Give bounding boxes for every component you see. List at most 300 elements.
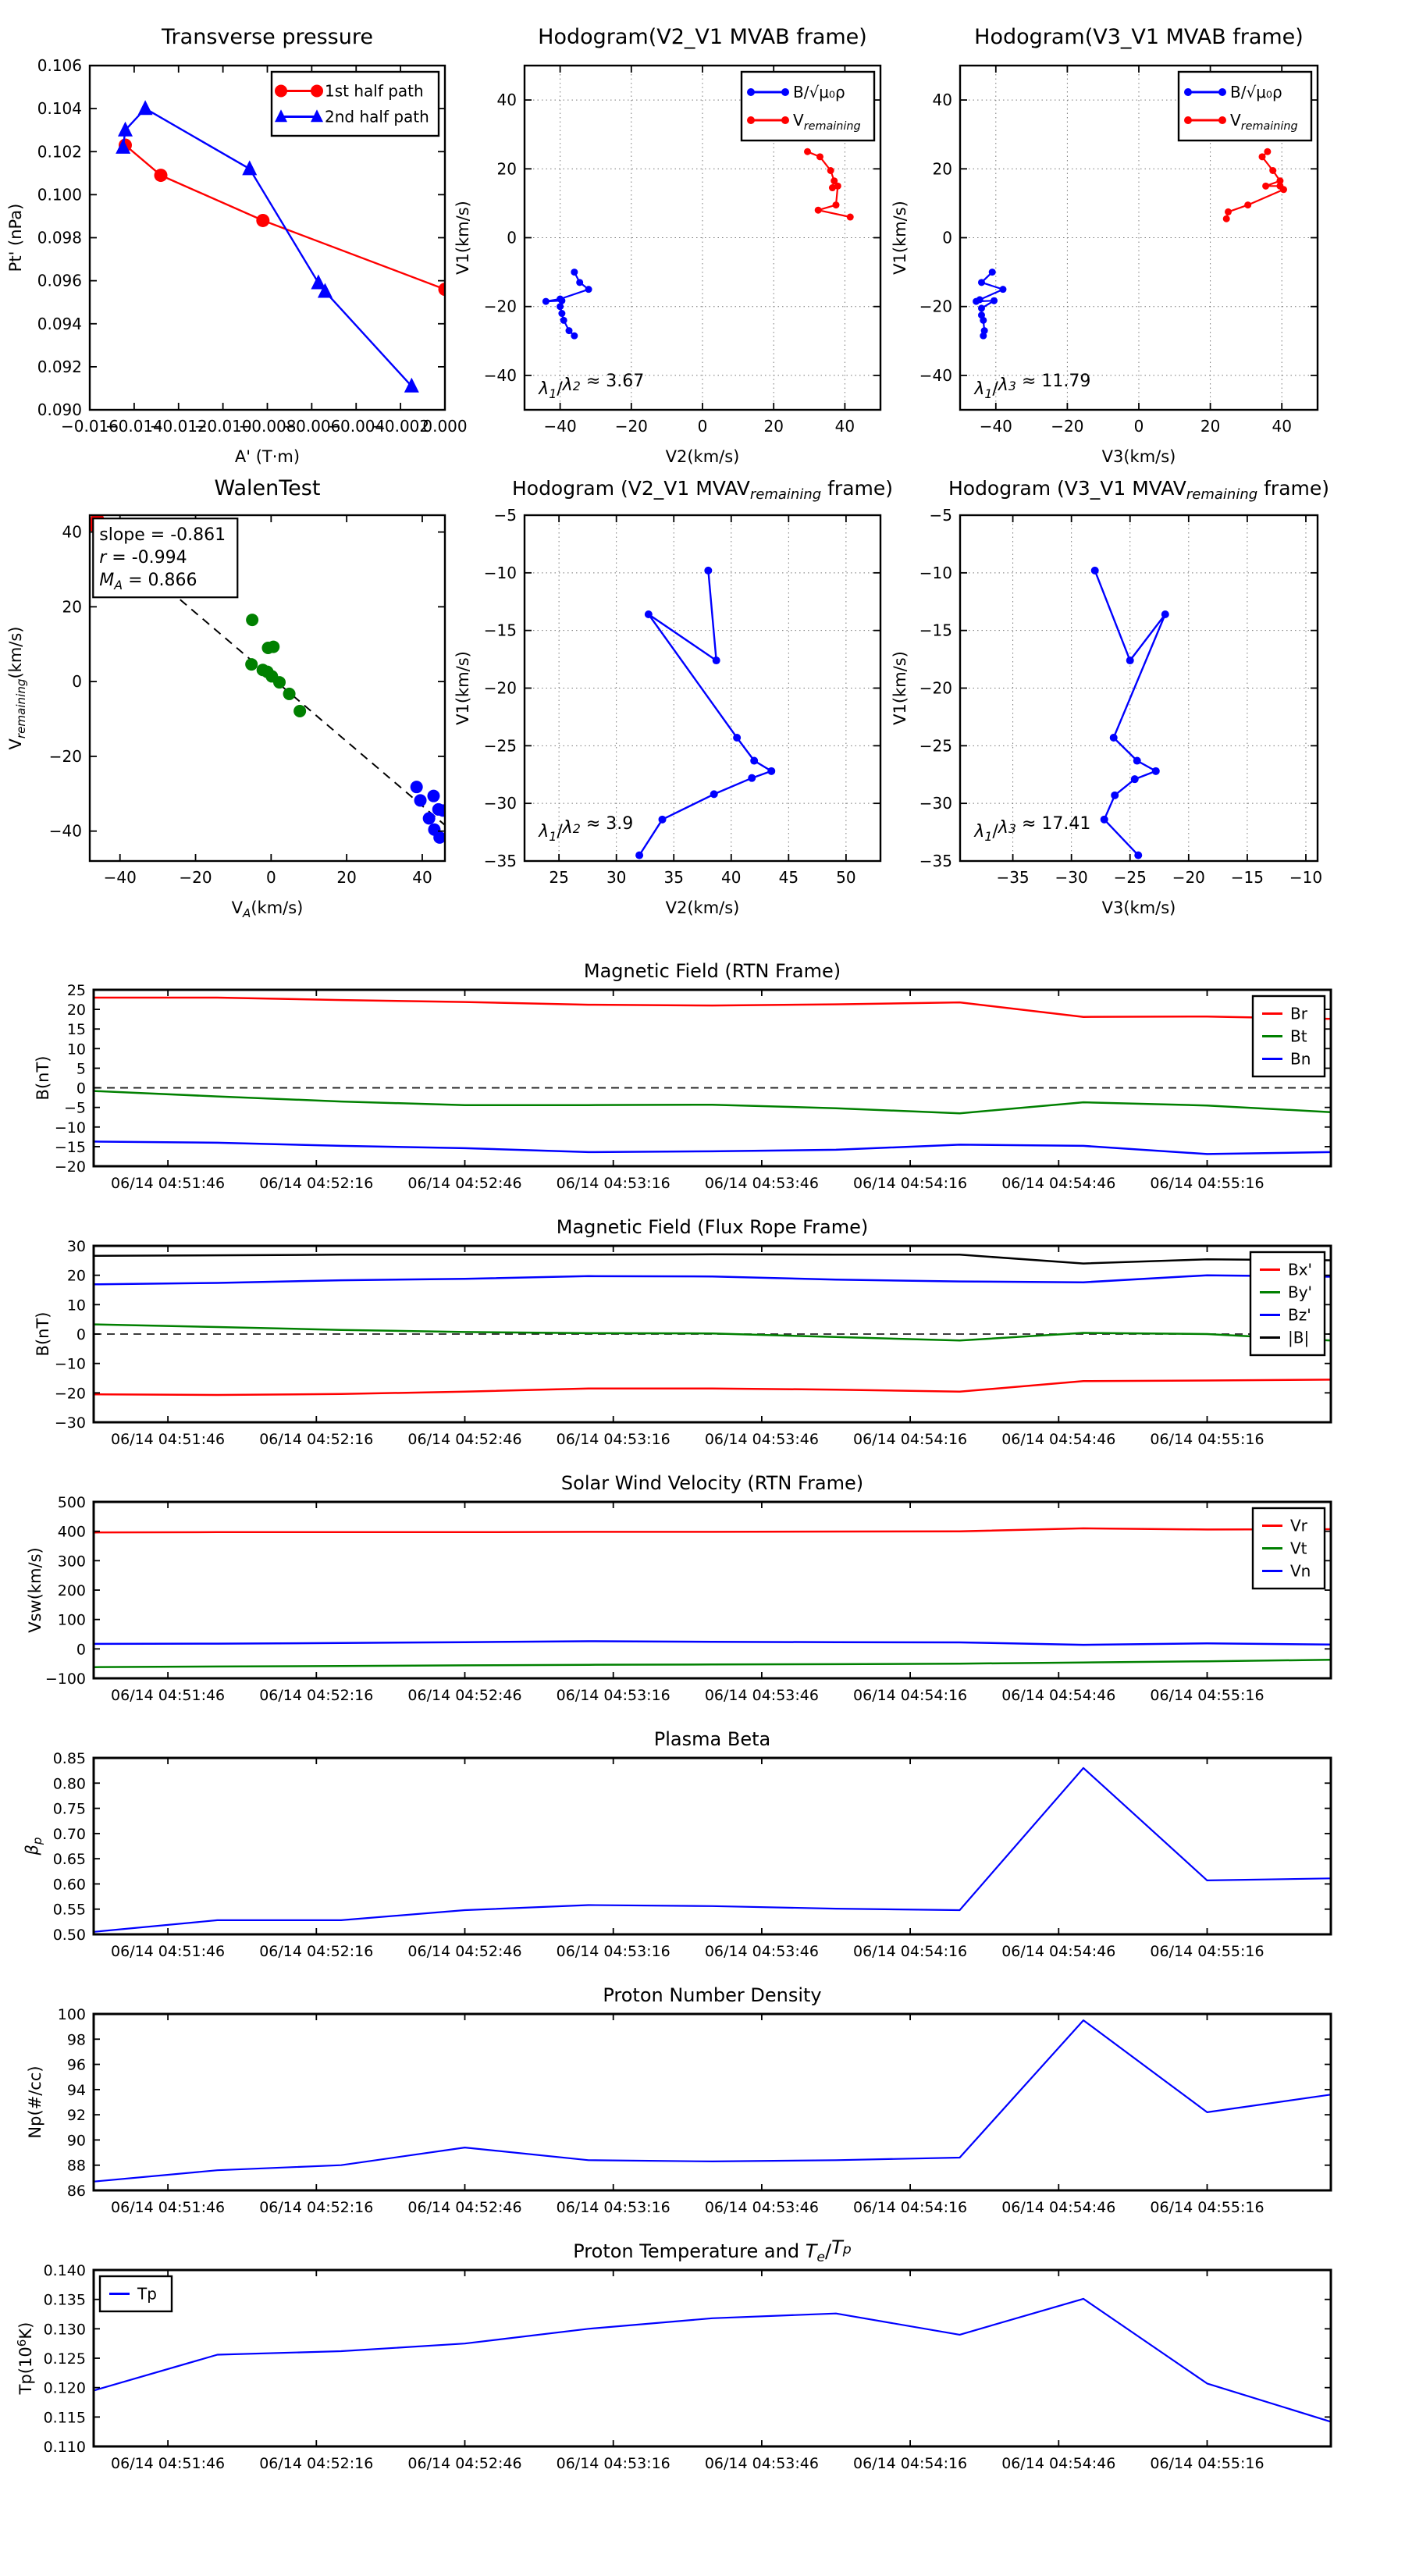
y-tick-label: −30 bbox=[483, 794, 517, 813]
x-tick-label: −40 bbox=[103, 868, 137, 887]
x-tick-label: −40 bbox=[979, 417, 1012, 436]
x-tick-label: 30 bbox=[606, 868, 627, 887]
series-line bbox=[94, 1325, 1331, 1341]
y-tick-label: −10 bbox=[54, 1119, 86, 1137]
x-tick-label: 06/14 04:54:16 bbox=[853, 1943, 968, 1960]
x-tick-label: −0.010 bbox=[194, 417, 252, 436]
circle-marker bbox=[275, 85, 287, 98]
circle-marker bbox=[155, 169, 168, 182]
legend bbox=[272, 72, 439, 136]
series-line bbox=[94, 1528, 1331, 1532]
legend bbox=[1253, 996, 1325, 1076]
dot-marker bbox=[713, 656, 720, 664]
y-tick-label: 0.104 bbox=[37, 99, 82, 119]
x-tick-label: 06/14 04:55:16 bbox=[1150, 1687, 1264, 1704]
y-tick-label: −20 bbox=[919, 678, 952, 698]
annotation-line: r = -0.994 bbox=[99, 548, 187, 568]
y-tick-label: 0 bbox=[76, 1326, 86, 1343]
x-tick-label: 06/14 04:52:16 bbox=[259, 1431, 374, 1448]
series-line bbox=[94, 1768, 1331, 1932]
y-tick-label: 0 bbox=[942, 228, 952, 247]
series-line bbox=[123, 109, 412, 386]
legend-label: Vr bbox=[1290, 1516, 1307, 1535]
x-tick-label: −20 bbox=[1172, 868, 1205, 887]
panel-title: Solar Wind Velocity (RTN Frame) bbox=[560, 1472, 864, 1494]
y-tick-label: −30 bbox=[919, 794, 952, 813]
series-line bbox=[94, 1141, 1331, 1154]
y-tick-label: −20 bbox=[54, 1385, 86, 1403]
dot-marker bbox=[781, 88, 789, 96]
dot-marker bbox=[748, 774, 756, 782]
x-tick-label: 06/14 04:51:46 bbox=[111, 1943, 226, 1960]
x-tick-label: −0.012 bbox=[149, 417, 208, 436]
x-tick-label: 06/14 04:53:46 bbox=[704, 2199, 819, 2216]
x-tick-label: 0.000 bbox=[422, 417, 468, 436]
x-tick-label: −25 bbox=[1113, 868, 1147, 887]
x-tick-label: 06/14 04:53:46 bbox=[704, 1175, 819, 1192]
y-tick-label: 0.60 bbox=[52, 1876, 86, 1894]
legend bbox=[100, 2276, 172, 2311]
dot-marker bbox=[1133, 757, 1141, 765]
x-tick-label: 06/14 04:53:16 bbox=[556, 1431, 670, 1448]
legend-label: Bx' bbox=[1288, 1260, 1313, 1279]
x-tick-label: 06/14 04:53:16 bbox=[556, 2199, 670, 2216]
x-tick-label: 06/14 04:53:16 bbox=[556, 1175, 670, 1192]
y-tick-label: −20 bbox=[919, 297, 952, 316]
panel-transverse-pressure bbox=[6, 25, 468, 466]
panel-proton-density bbox=[26, 1984, 1331, 2216]
x-tick-label: 50 bbox=[836, 868, 856, 887]
x-tick-label: 06/14 04:52:16 bbox=[259, 1943, 374, 1960]
series-line bbox=[94, 998, 1331, 1019]
x-tick-label: 06/14 04:54:46 bbox=[1001, 1687, 1116, 1704]
x-tick-label: 06/14 04:55:16 bbox=[1150, 2199, 1264, 2216]
y-tick-label: −10 bbox=[483, 563, 517, 582]
dot-marker bbox=[427, 790, 439, 802]
y-tick-label: 20 bbox=[932, 159, 952, 179]
x-tick-label: 20 bbox=[336, 868, 357, 887]
y-tick-label: −40 bbox=[919, 365, 952, 385]
y-tick-label: −20 bbox=[483, 297, 517, 316]
dot-marker bbox=[980, 317, 987, 324]
y-tick-label: 0.096 bbox=[37, 271, 82, 290]
x-tick-label: 35 bbox=[663, 868, 684, 887]
panel-title: Magnetic Field (RTN Frame) bbox=[583, 960, 841, 982]
panel-vsw-rtn bbox=[26, 1472, 1331, 1704]
annotation-text: $\lambda_1/\lambda 3 \approx 17.41$ bbox=[974, 813, 1091, 844]
series-line bbox=[94, 2299, 1331, 2422]
x-axis-label: $V_A(km/s)$ bbox=[231, 898, 304, 920]
dot-marker bbox=[1269, 167, 1276, 174]
x-tick-label: 06/14 04:55:16 bbox=[1150, 1943, 1264, 1960]
y-tick-label: 100 bbox=[57, 1611, 86, 1629]
y-tick-label: −25 bbox=[919, 736, 952, 756]
x-tick-label: 20 bbox=[1200, 417, 1221, 436]
dot-marker bbox=[750, 757, 758, 765]
annotation-text: $\lambda_1/\lambda 2 \approx 3.9$ bbox=[539, 813, 634, 844]
y-tick-label: 98 bbox=[66, 2031, 86, 2049]
x-tick-label: −20 bbox=[1051, 417, 1084, 436]
panel-title: Plasma Beta bbox=[653, 1728, 771, 1750]
dot-marker bbox=[804, 148, 811, 155]
y-axis-label: V1(km/s) bbox=[454, 201, 472, 275]
series-line bbox=[94, 1276, 1331, 1285]
x-tick-label: 06/14 04:54:46 bbox=[1001, 2455, 1116, 2472]
y-axis-label: B(nT) bbox=[34, 1311, 52, 1357]
y-tick-label: 400 bbox=[57, 1523, 86, 1541]
y-tick-label: −10 bbox=[54, 1355, 86, 1373]
dot-marker bbox=[1262, 183, 1269, 190]
y-tick-label: 92 bbox=[66, 2107, 86, 2125]
dot-marker bbox=[571, 269, 578, 276]
dot-marker bbox=[1280, 186, 1287, 193]
legend bbox=[742, 72, 874, 141]
dot-marker bbox=[710, 790, 718, 798]
dot-marker bbox=[437, 804, 450, 817]
series-line bbox=[94, 2020, 1331, 2182]
y-tick-label: 40 bbox=[62, 522, 82, 542]
y-tick-label: 40 bbox=[932, 91, 952, 110]
y-tick-label: 0.115 bbox=[43, 2409, 86, 2427]
x-axis-label: A' (T·m) bbox=[234, 447, 301, 466]
dot-marker bbox=[816, 153, 823, 160]
dot-marker bbox=[1126, 656, 1134, 664]
y-tick-label: −35 bbox=[919, 852, 952, 870]
dot-marker bbox=[978, 304, 985, 311]
y-tick-label: 90 bbox=[66, 2132, 86, 2150]
y-tick-label: 40 bbox=[496, 91, 517, 110]
y-tick-label: 0.55 bbox=[52, 1901, 86, 1919]
dot-marker bbox=[999, 286, 1006, 293]
x-tick-label: −30 bbox=[1055, 868, 1088, 887]
y-tick-label: 10 bbox=[66, 1041, 86, 1059]
panel-title: Proton Number Density bbox=[603, 1984, 822, 2006]
dot-marker bbox=[635, 852, 643, 859]
x-tick-label: −15 bbox=[1230, 868, 1264, 887]
y-tick-label: 0.094 bbox=[37, 314, 82, 333]
series-line bbox=[808, 151, 851, 217]
x-tick-label: 06/14 04:53:46 bbox=[704, 1431, 819, 1448]
dot-marker bbox=[847, 214, 854, 221]
legend-label: 2nd half path bbox=[325, 107, 429, 126]
y-axis-label: V1(km/s) bbox=[891, 651, 909, 725]
dot-marker bbox=[411, 781, 423, 793]
dot-marker bbox=[989, 269, 996, 276]
dot-marker bbox=[645, 610, 653, 618]
dot-marker bbox=[704, 567, 712, 575]
x-tick-label: 06/14 04:53:16 bbox=[556, 1687, 670, 1704]
dot-marker bbox=[267, 641, 279, 653]
dot-marker bbox=[1111, 792, 1119, 799]
y-tick-label: −5 bbox=[929, 506, 952, 525]
y-tick-label: 10 bbox=[66, 1297, 86, 1315]
y-tick-label: 0.85 bbox=[52, 1750, 86, 1767]
y-tick-label: 20 bbox=[496, 159, 517, 179]
y-axis-label: V1(km/s) bbox=[891, 201, 909, 275]
dot-marker bbox=[1244, 201, 1251, 208]
x-tick-label: 25 bbox=[549, 868, 569, 887]
y-axis-label: V1(km/s) bbox=[454, 651, 472, 725]
y-tick-label: −40 bbox=[483, 365, 517, 385]
x-tick-label: 06/14 04:54:16 bbox=[853, 1687, 968, 1704]
series-line bbox=[94, 1379, 1331, 1395]
y-tick-label: 200 bbox=[57, 1582, 86, 1599]
dot-marker bbox=[1101, 816, 1108, 824]
panel-mag-fluxrope bbox=[34, 1216, 1331, 1448]
dot-marker bbox=[558, 310, 565, 317]
x-tick-label: 06/14 04:51:46 bbox=[111, 2199, 226, 2216]
x-tick-label: −0.006 bbox=[283, 417, 341, 436]
y-tick-label: −20 bbox=[483, 678, 517, 698]
x-tick-label: 06/14 04:51:46 bbox=[111, 2455, 226, 2472]
y-tick-label: 0.135 bbox=[43, 2291, 86, 2309]
x-axis-label: V2(km/s) bbox=[665, 898, 740, 917]
x-tick-label: −20 bbox=[179, 868, 212, 887]
legend-label: By' bbox=[1288, 1283, 1313, 1302]
axes-frame bbox=[960, 515, 1318, 861]
dot-marker bbox=[245, 658, 258, 671]
y-axis-label: $\beta_p$ bbox=[23, 1837, 44, 1856]
dot-marker bbox=[1134, 852, 1142, 859]
y-tick-label: 0.102 bbox=[37, 142, 82, 162]
x-tick-label: 0 bbox=[1133, 417, 1144, 436]
panel-title: Hodogram(V3_V1 MVAB frame) bbox=[974, 25, 1304, 49]
x-tick-label: 20 bbox=[763, 417, 784, 436]
legend-label: Vn bbox=[1290, 1561, 1311, 1581]
x-tick-label: −0.014 bbox=[105, 417, 163, 436]
y-axis-label: $V_{remaining}(km/s)$ bbox=[6, 626, 28, 750]
dot-marker bbox=[576, 279, 583, 286]
x-tick-label: 06/14 04:54:46 bbox=[1001, 1431, 1116, 1448]
y-tick-label: 94 bbox=[66, 2081, 86, 2099]
legend-label: |B| bbox=[1288, 1328, 1310, 1347]
x-tick-label: 06/14 04:52:16 bbox=[259, 2199, 374, 2216]
x-tick-label: 06/14 04:52:46 bbox=[407, 2455, 522, 2472]
dot-marker bbox=[566, 327, 573, 334]
circle-marker bbox=[311, 85, 323, 98]
y-tick-label: 0.130 bbox=[43, 2321, 86, 2339]
axes-frame bbox=[94, 2270, 1331, 2446]
y-tick-label: −20 bbox=[48, 746, 82, 766]
x-tick-label: 06/14 04:54:46 bbox=[1001, 2199, 1116, 2216]
x-tick-label: 06/14 04:52:46 bbox=[407, 1687, 522, 1704]
panel-title: Magnetic Field (Flux Rope Frame) bbox=[556, 1216, 869, 1238]
y-tick-label: 0 bbox=[507, 228, 517, 247]
legend-label: Bt bbox=[1290, 1026, 1307, 1046]
dot-marker bbox=[991, 297, 998, 304]
x-tick-label: −0.004 bbox=[327, 417, 386, 436]
x-tick-label: 06/14 04:54:16 bbox=[853, 2455, 968, 2472]
legend-label: Bz' bbox=[1288, 1305, 1311, 1325]
dot-marker bbox=[973, 298, 980, 305]
dot-marker bbox=[246, 614, 258, 626]
y-tick-label: 30 bbox=[66, 1238, 86, 1255]
y-tick-label: 0.50 bbox=[52, 1927, 86, 1944]
x-tick-label: −20 bbox=[614, 417, 648, 436]
x-tick-label: 06/14 04:52:16 bbox=[259, 1175, 374, 1192]
y-tick-label: 86 bbox=[66, 2183, 86, 2200]
y-tick-label: −10 bbox=[919, 563, 952, 582]
annotation-line: $M_A = 0.866$ bbox=[99, 571, 197, 593]
dot-marker bbox=[978, 279, 985, 286]
axes-frame bbox=[94, 2014, 1331, 2190]
y-tick-label: −40 bbox=[48, 821, 82, 841]
series-line bbox=[639, 571, 771, 856]
y-tick-label: 0.120 bbox=[43, 2379, 86, 2397]
x-tick-label: 06/14 04:52:46 bbox=[407, 1943, 522, 1960]
dot-marker bbox=[1131, 775, 1139, 783]
x-tick-label: 06/14 04:53:46 bbox=[704, 1943, 819, 1960]
x-tick-label: 06/14 04:51:46 bbox=[111, 1431, 226, 1448]
x-tick-label: 06/14 04:52:16 bbox=[259, 1687, 374, 1704]
panel-title: Hodogram(V2_V1 MVAB frame) bbox=[538, 25, 867, 49]
dot-marker bbox=[1218, 88, 1226, 96]
x-tick-label: 06/14 04:53:16 bbox=[556, 1943, 670, 1960]
y-tick-label: 0.140 bbox=[43, 2262, 86, 2279]
y-tick-label: 5 bbox=[76, 1060, 86, 1078]
panel-plasma-beta bbox=[23, 1728, 1331, 1960]
panel-hodogram-v2v1-mvav bbox=[454, 477, 893, 917]
x-tick-label: 06/14 04:52:16 bbox=[259, 2455, 374, 2472]
dot-marker bbox=[542, 298, 550, 305]
panel-title: WalenTest bbox=[214, 476, 321, 500]
y-tick-label: −20 bbox=[54, 1158, 86, 1176]
y-axis-label: Np(#/cc) bbox=[26, 2065, 44, 2139]
y-tick-label: −30 bbox=[54, 1414, 86, 1432]
y-tick-label: −15 bbox=[54, 1138, 86, 1156]
panel-hodogram-v3v1-mvab bbox=[891, 25, 1318, 466]
x-tick-label: −35 bbox=[996, 868, 1030, 887]
dot-marker bbox=[747, 116, 755, 124]
y-tick-label: 0.65 bbox=[52, 1851, 86, 1869]
series-line bbox=[94, 1254, 1331, 1264]
dot-marker bbox=[1091, 567, 1099, 575]
dot-marker bbox=[747, 88, 755, 96]
dot-marker bbox=[834, 183, 841, 190]
y-tick-label: −5 bbox=[493, 506, 517, 525]
annotation-box bbox=[93, 518, 237, 597]
x-tick-label: 06/14 04:54:46 bbox=[1001, 1175, 1116, 1192]
dot-marker bbox=[1218, 116, 1226, 124]
dot-marker bbox=[1259, 153, 1266, 160]
legend-label: Tp bbox=[137, 2284, 157, 2304]
legend-label: B/√μ₀ρ bbox=[1230, 83, 1282, 101]
axes-frame bbox=[94, 1758, 1331, 1934]
x-tick-label: 06/14 04:54:46 bbox=[1001, 1943, 1116, 1960]
x-tick-label: −40 bbox=[543, 417, 577, 436]
x-axis-label: V3(km/s) bbox=[1101, 898, 1176, 917]
panel-title: Proton Temperature and $T_e/Tp$ bbox=[573, 2236, 852, 2265]
y-tick-label: 0.75 bbox=[52, 1800, 86, 1818]
x-tick-label: 06/14 04:53:46 bbox=[704, 2455, 819, 2472]
x-tick-label: 06/14 04:53:46 bbox=[704, 1687, 819, 1704]
y-tick-label: 0.70 bbox=[52, 1825, 86, 1843]
x-tick-label: 06/14 04:55:16 bbox=[1150, 1175, 1264, 1192]
x-axis-label: V2(km/s) bbox=[665, 447, 740, 466]
panel-hodogram-v3v1-mvav bbox=[891, 477, 1329, 917]
dot-marker bbox=[767, 767, 775, 775]
x-tick-label: 40 bbox=[1272, 417, 1292, 436]
dot-marker bbox=[1161, 610, 1169, 618]
y-tick-label: 0.092 bbox=[37, 357, 82, 376]
legend bbox=[1250, 1252, 1325, 1355]
y-tick-label: 0.106 bbox=[37, 56, 82, 75]
dot-marker bbox=[1264, 148, 1271, 155]
y-tick-label: −5 bbox=[63, 1099, 86, 1117]
x-tick-label: 06/14 04:52:46 bbox=[407, 1431, 522, 1448]
dot-marker bbox=[827, 167, 834, 174]
y-tick-label: −25 bbox=[483, 736, 517, 756]
y-tick-label: 96 bbox=[66, 2056, 86, 2074]
series-line bbox=[94, 1660, 1331, 1667]
x-tick-label: 45 bbox=[778, 868, 799, 887]
dot-marker bbox=[423, 812, 436, 824]
x-tick-label: 06/14 04:54:16 bbox=[853, 2199, 968, 2216]
dot-marker bbox=[781, 116, 789, 124]
x-tick-label: 06/14 04:55:16 bbox=[1150, 2455, 1264, 2472]
legend-label: 1st half path bbox=[325, 81, 424, 101]
x-tick-label: 06/14 04:52:46 bbox=[407, 1175, 522, 1192]
x-tick-label: 06/14 04:53:16 bbox=[556, 2455, 670, 2472]
dot-marker bbox=[1184, 116, 1192, 124]
y-tick-label: −100 bbox=[44, 1670, 86, 1688]
series-line bbox=[94, 1642, 1331, 1646]
legend bbox=[1179, 72, 1311, 141]
y-tick-label: 500 bbox=[57, 1494, 86, 1511]
y-tick-label: 100 bbox=[57, 2006, 86, 2023]
y-tick-label: −15 bbox=[483, 621, 517, 640]
panel-title: Hodogram (V2_V1 $MVAV_{remaining}$ frame) bbox=[511, 477, 894, 503]
y-tick-label: 88 bbox=[66, 2157, 86, 2175]
dot-marker bbox=[1225, 208, 1232, 215]
series-line bbox=[1226, 151, 1283, 219]
dot-marker bbox=[1184, 88, 1192, 96]
y-tick-label: 0.80 bbox=[52, 1775, 86, 1793]
panel-hodogram-v2v1-mvab bbox=[454, 25, 880, 466]
dot-marker bbox=[659, 816, 667, 824]
dot-marker bbox=[283, 688, 296, 700]
dot-marker bbox=[815, 207, 822, 214]
x-tick-label: 06/14 04:51:46 bbox=[111, 1175, 226, 1192]
dot-marker bbox=[560, 317, 567, 324]
triangle-marker bbox=[138, 100, 153, 115]
y-tick-label: 0.090 bbox=[37, 400, 82, 419]
panel-walen-test bbox=[6, 476, 450, 920]
y-axis-label: $Tp(10^6K)$ bbox=[15, 2322, 35, 2395]
annotation-text: $\lambda_1/\lambda 2 \approx 3.67$ bbox=[539, 372, 645, 402]
series-line bbox=[94, 1091, 1331, 1114]
y-tick-label: 300 bbox=[57, 1553, 86, 1571]
legend-label: $V_{remaining}$ bbox=[793, 111, 861, 133]
y-tick-label: 0.098 bbox=[37, 228, 82, 247]
x-tick-label: −10 bbox=[1289, 868, 1323, 887]
x-tick-label: −0.008 bbox=[238, 417, 297, 436]
dot-marker bbox=[414, 794, 427, 806]
x-tick-label: 0 bbox=[697, 417, 708, 436]
x-tick-label: 0 bbox=[265, 868, 276, 887]
legend-label: $V_{remaining}$ bbox=[1230, 111, 1298, 133]
x-tick-label: 40 bbox=[721, 868, 742, 887]
y-tick-label: 0.110 bbox=[43, 2439, 86, 2456]
y-tick-label: 25 bbox=[66, 982, 86, 999]
legend-label: Bn bbox=[1290, 1049, 1311, 1069]
y-tick-label: 20 bbox=[66, 1002, 86, 1019]
y-tick-label: 20 bbox=[66, 1267, 86, 1285]
x-tick-label: 06/14 04:54:16 bbox=[853, 1431, 968, 1448]
legend bbox=[1253, 1508, 1325, 1589]
legend-label: B/√μ₀ρ bbox=[793, 83, 845, 101]
x-tick-label: 06/14 04:54:16 bbox=[853, 1175, 968, 1192]
